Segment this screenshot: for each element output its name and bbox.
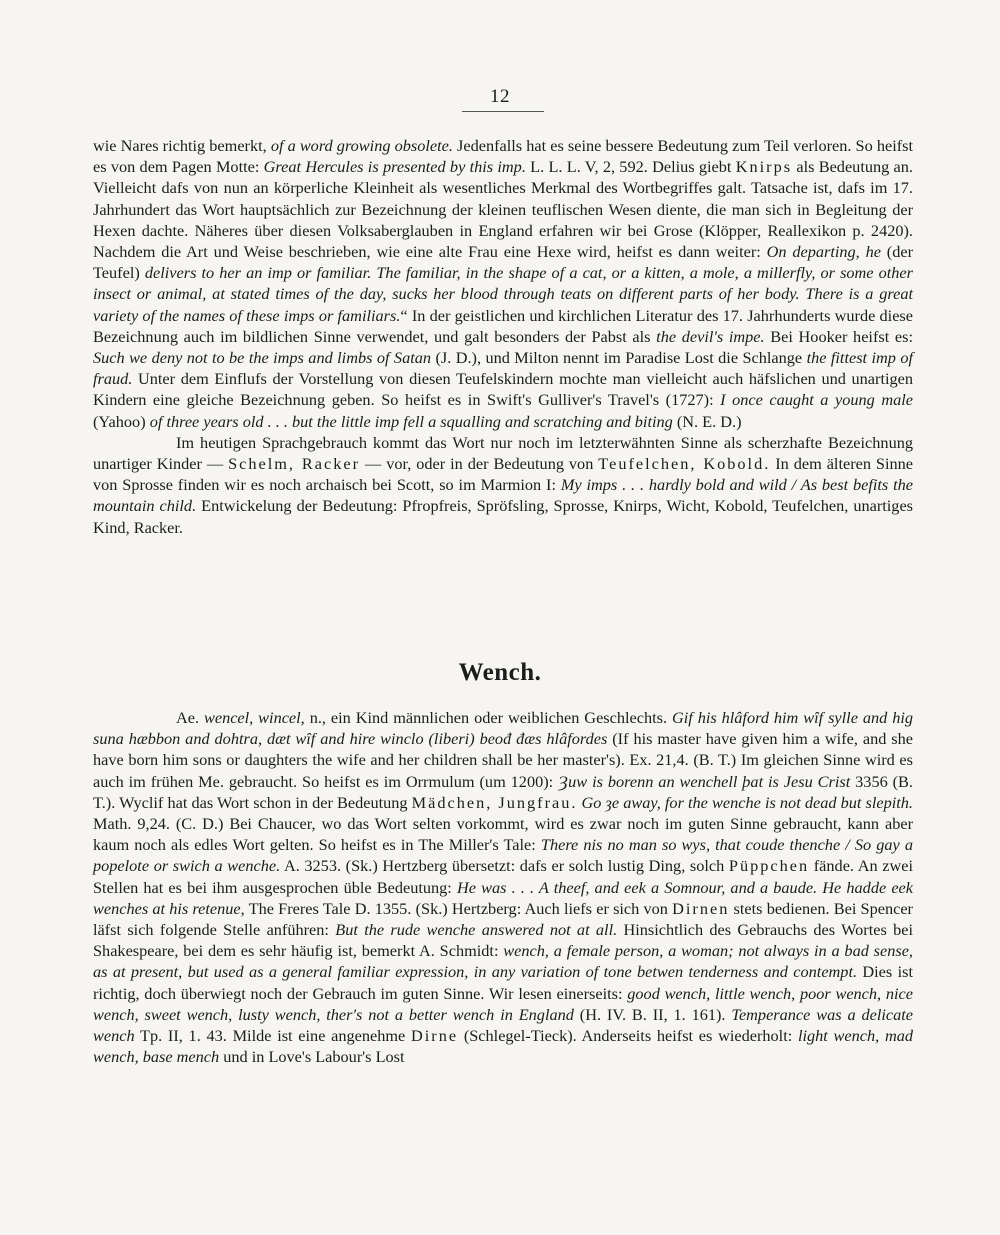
italic-text: of three years old . . . but the little imp fell a squalling and scratching and biting	[149, 411, 673, 431]
paragraph	[93, 707, 913, 1067]
spaced-text: Teufelchen, Kobold.	[598, 454, 771, 474]
body-text-top	[93, 135, 913, 538]
text-run: (der Teufel)	[93, 242, 914, 283]
italic-text: delivers to her an imp or familiar. The familiar, in the shape of a cat, or a kitten, a mole, a millerfly, or some other insect or animal, at stated times of the day, sucks her blood through teats on different parts of her body. There is a great variety of the names of these imps or familiars.	[93, 263, 913, 325]
spaced-text: Püppchen	[728, 856, 810, 876]
italic-text: wencel, wincel,	[203, 708, 305, 727]
text-run: Math. 9,24. (C. D.) Bei Chaucer, wo das Wort selten vorkommt, wird es zwar noch im guten Sinne gebraucht, kann aber kaum noch als edles Wort gelten. So heifst es in The Miller's Tale:	[93, 814, 913, 855]
text-run: und in Love's Labour's Lost	[219, 1047, 405, 1067]
text-run: In dem älteren Sinne von Sprosse finden wir es noch archaisch bei Scott, so im Marmion I:	[93, 454, 914, 495]
spaced-text: Schelm, Racker	[228, 454, 361, 474]
text-run: Entwickelung der Bedeutung: Pfropfreis, Spröfsling, Sprosse, Knirps, Wicht, Kobold, Teufelchen, unartiges Kind, Racker.	[93, 496, 914, 537]
italic-text: But the rude wenche answered not at all.	[335, 920, 618, 940]
section-heading: Wench.	[458, 659, 542, 686]
text-run: A. 3253. (Sk.) Hertzberg übersetzt: dafs er solch lustig Ding, solch	[280, 856, 729, 876]
text-run: stets bedienen. Bei Spencer läfst sich folgende Stelle anführen:	[93, 898, 913, 940]
italic-text: Gif his hlâford him wîf sylle and hig suna hæbbon and dohtra, dæt wîf and hire winclo (liberi) beođ đæs hlâfordes	[93, 708, 914, 749]
text-run: “ In der geistlichen und kirchlichen Literatur des 17. Jahrhunderts wurde diese Bezeichnung auch im bildlichen Sinne verwendet, und galt besonders der Pabst als	[93, 305, 913, 346]
text-run: (If his master have given him a wife, and she have born him sons or daughters the wife and her children shall be her master's). Ex. 21,4. (B. T.) Im gleichen Sinne wird es auch im frühen Me. gebraucht. So heifst es im Orrmulum (um 1200):	[93, 729, 913, 791]
text-run: fände. An zwei Stellen hat es bei ihm ausgesprochen üble Bedeutung:	[93, 856, 913, 897]
text-run: Ae.	[176, 708, 204, 727]
text-run: Dies ist richtig, doch überwiegt noch der Gebrauch im guten Sinne. Wir lesen einerseits:	[93, 962, 913, 1003]
page-number-rule	[462, 111, 544, 112]
text-run: als Bedeutung an. Vielleicht dafs von nun an körperliche Kleinheit als wesentliches Merkmal des Wortbegriffes galt. Tatsache ist, dafs im 17. Jahrhundert das Wort hauptsächlich zur Bezeichnung der kleinen teuflischen Wesen diente, die man sich in Begleitung der Hexen dachte. Näheres über diesen Volksaberglauben in England erfahren wir bei Grose (Klöpper, Reallexikon p. 2420). Nachdem die Art und Weise beschrieben, wie eine alte Frau eine Hexe wird, heifst es dann weiter:	[93, 157, 913, 262]
italic-text: Ȝuw is borenn an wenchell þat is Jesu Crist	[558, 771, 851, 791]
text-run: The Freres Tale D. 1355. (Sk.) Hertzberg: Auch liefs er sich von	[244, 898, 673, 918]
paragraph	[93, 432, 913, 538]
italic-text: There nis no man so wys, that coude thenche / So gay a popelote or swich a wenche.	[93, 835, 913, 876]
italic-text: the fittest imp of fraud.	[93, 348, 913, 389]
text-run: (H. IV. B. II, 1. 161).	[573, 1004, 732, 1024]
italic-text: On departing, he	[766, 242, 881, 262]
text-run: (Yahoo)	[93, 411, 150, 431]
italic-text: My imps . . . hardly bold and wild / As best befits the mountain child.	[93, 475, 913, 516]
text-run: (Schlegel-Tieck). Anderseits heifst es wiederholt:	[458, 1026, 798, 1046]
italic-text: He was . . . A theef, and eek a Somnour, and a baude. He hadde eek wenches at his retenue,	[93, 877, 914, 918]
italic-text: Go ȝe away, for the wenche is not dead but slepith.	[581, 792, 913, 812]
text-run: L. L. L. V, 2, 592. Delius giebt	[525, 157, 736, 177]
spaced-text: Knirps	[735, 157, 793, 177]
text-run: Unter dem Einflufs der Vorstellung von diesen Teufelskindern mochte man vielleicht auch häfslichen und unartigen Kindern eine gleiche Bezeichnung geben. So heifst es in Swift's Gulliver's Travel's (1727):	[93, 369, 913, 410]
text-run: Tp. II, 1. 43. Milde ist eine angenehme	[134, 1026, 412, 1046]
text-run: — vor, oder in der Bedeutung von	[360, 454, 599, 474]
text-run: Im heutigen Sprachgebrauch kommt das Wort nur noch im letzterwähnten Sinne als scherzhafte Bezeichnung unartiger Kinder —	[93, 432, 913, 474]
italic-text: good wench, little wench, poor wench, nice wench, sweet wench, lusty wench, ther's not a better wench in England	[93, 983, 913, 1024]
text-run: Bei Hooker heifst es:	[764, 326, 913, 346]
text-run: (N. E. D.)	[672, 411, 742, 431]
text-run: (J. D.), und Milton nennt im Paradise Lost die Schlange	[431, 348, 807, 368]
italic-text: I once caught a young male	[720, 390, 913, 410]
italic-text: Such we deny not to be the imps and limbs of Satan	[93, 348, 432, 368]
body-text-bottom	[93, 707, 913, 1067]
text-run: Hinsichtlich des Gebrauchs des Wortes bei Shakespeare, bei dem es sehr häufig ist, bemerkt A. Schmidt:	[93, 920, 914, 961]
text-run: Jedenfalls hat es seine bessere Bedeutung zum Teil verloren. So heifst es von dem Pagen Motte:	[93, 136, 914, 177]
italic-text: the devil's impe.	[656, 326, 765, 346]
spaced-text: Dirnen	[672, 898, 730, 918]
text-run: 3356 (B. T.). Wyclif hat das Wort schon in der Bedeutung	[93, 771, 913, 812]
italic-text: wench, a female person, a woman; not always in a bad sense, as at present, but used as a general familiar expression, in any variation of tone betwen tenderness and contempt.	[93, 941, 913, 982]
page-number: 12	[490, 86, 510, 107]
italic-text: Temperance was a delicate wench	[93, 1004, 913, 1046]
spaced-text: Mädchen, Jungfrau.	[411, 792, 578, 812]
italic-text: of a word growing obsolete.	[270, 136, 453, 155]
spaced-text: Dirne	[411, 1026, 459, 1046]
text-run: wie Nares richtig bemerkt,	[93, 136, 271, 155]
italic-text: light wench, mad wench, base mench	[93, 1026, 913, 1067]
paragraph	[93, 135, 913, 432]
italic-text: Great Hercules is presented by this imp.	[263, 157, 526, 177]
text-run: n., ein Kind männlichen oder weiblichen Geschlechts.	[304, 708, 672, 727]
